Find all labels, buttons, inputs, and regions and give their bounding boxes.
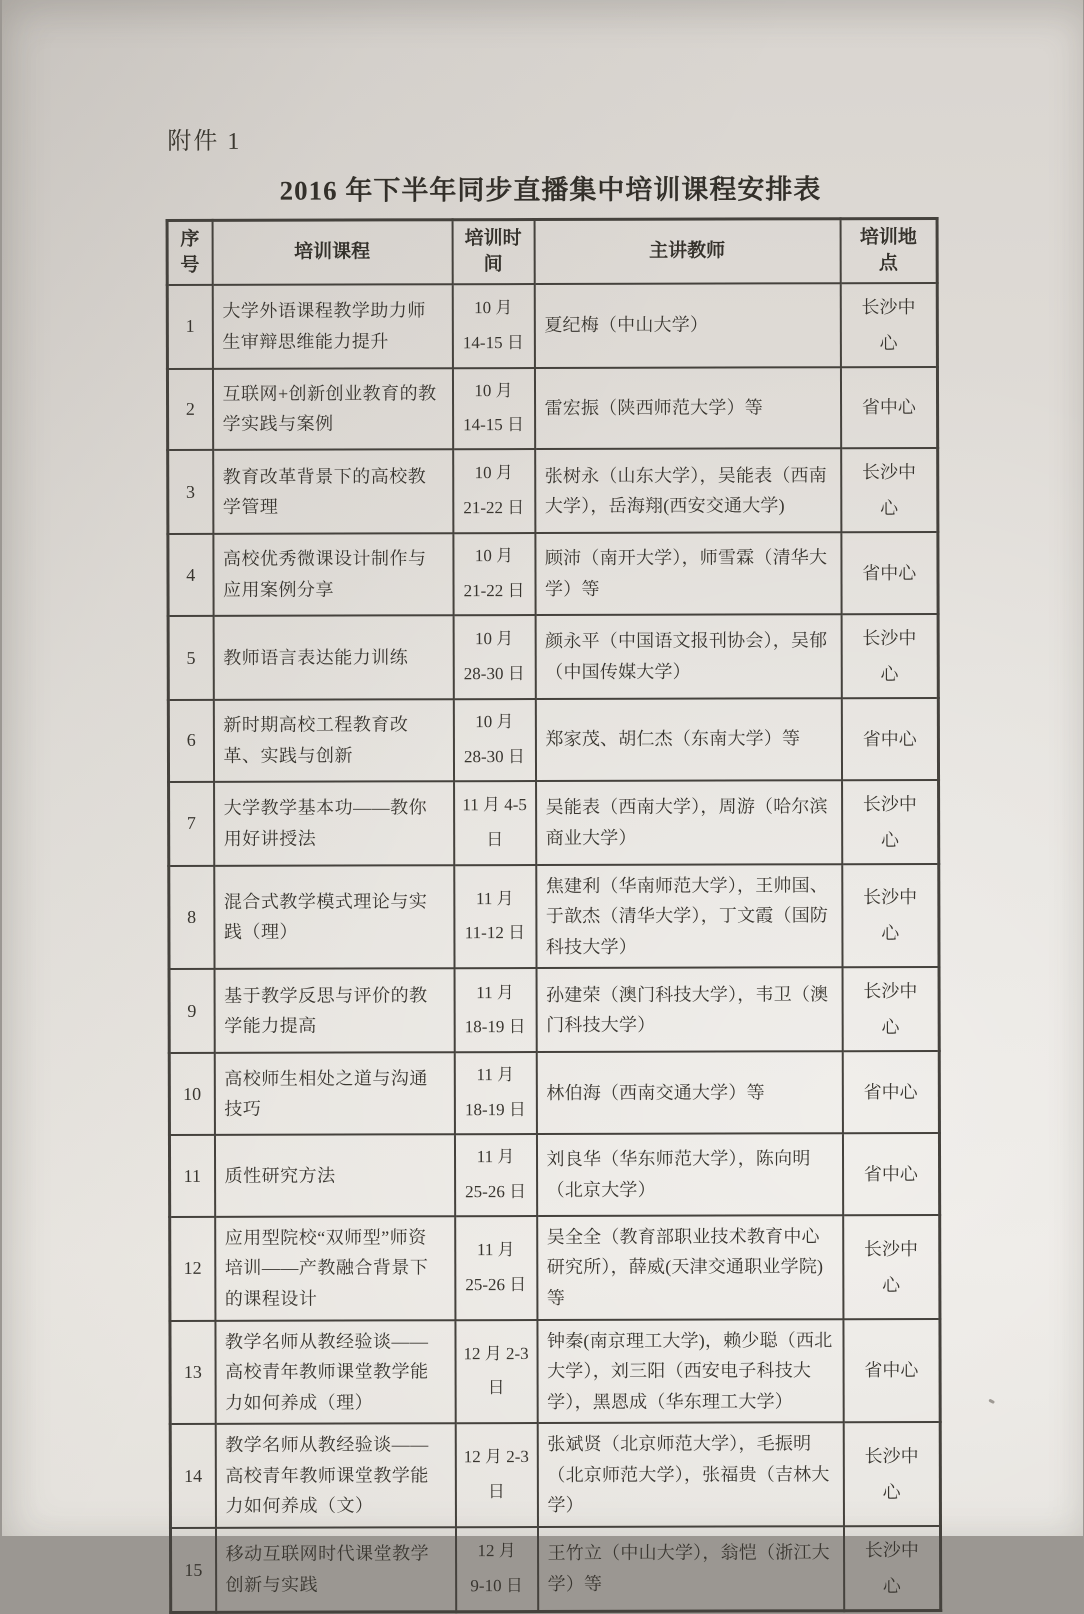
teacher-cell: 孙建荣（澳门科技大学），韦卫（澳门科技大学） bbox=[536, 968, 842, 1053]
location-cell: 长沙中 心 bbox=[842, 1215, 939, 1319]
course-cell: 互联网+创新创业教育的教学实践与案例 bbox=[212, 368, 452, 450]
header-location: 培训地 点 bbox=[840, 218, 937, 282]
row-number-cell: 5 bbox=[168, 616, 213, 700]
teacher-cell: 张树永（山东大学），吴能表（西南大学），岳海翔(西安交通大学) bbox=[534, 448, 840, 533]
course-cell: 质性研究方法 bbox=[214, 1134, 454, 1216]
course-cell: 混合式教学模式理论与实践（理） bbox=[213, 865, 453, 969]
location-cell: 长沙中 心 bbox=[842, 967, 939, 1051]
table-row bbox=[169, 1133, 939, 1217]
location-cell: 长沙中 心 bbox=[841, 780, 938, 864]
table-row bbox=[169, 1051, 939, 1135]
table-row bbox=[169, 1215, 939, 1321]
table-row bbox=[168, 780, 938, 866]
row-number-cell: 11 bbox=[169, 1135, 214, 1217]
course-cell: 高校优秀微课设计制作与应用案例分享 bbox=[212, 533, 452, 615]
table-row bbox=[167, 366, 937, 450]
paper-speck bbox=[988, 1399, 995, 1404]
time-cell: 10 月 14-15 日 bbox=[452, 284, 534, 368]
time-cell: 10 月 28-30 日 bbox=[453, 615, 535, 699]
row-number-cell: 6 bbox=[168, 700, 213, 782]
teacher-cell: 王竹立（中山大学），翁恺（浙江大学）等 bbox=[537, 1526, 843, 1611]
teacher-cell: 颜永平（中国语文报刊协会），吴郁（中国传媒大学） bbox=[535, 614, 841, 699]
location-cell: 省中心 bbox=[841, 698, 938, 780]
teacher-cell: 钟秦(南京理工大学)，赖少聪（西北大学），刘三阳（西安电子科技大学），黑恩成（华东理工大学） bbox=[536, 1319, 842, 1424]
teacher-cell: 夏纪梅（中山大学） bbox=[534, 283, 840, 368]
row-number-cell: 7 bbox=[168, 781, 213, 865]
table-row bbox=[167, 532, 937, 616]
row-number-cell: 4 bbox=[167, 534, 212, 616]
page-title: 2016 年下半年同步直播集中培训课程安排表 bbox=[279, 174, 821, 206]
course-cell: 应用型院校“双师型”师资培训——产教融合背景下的课程设计 bbox=[214, 1216, 454, 1320]
teacher-cell: 焦建利（华南师范大学），王帅国、于歆杰（清华大学），丁文霞（国防科技大学） bbox=[535, 864, 841, 969]
course-cell: 大学教学基本功——教你用好讲授法 bbox=[213, 781, 453, 866]
location-cell: 省中心 bbox=[840, 532, 937, 614]
row-number-cell: 12 bbox=[169, 1217, 214, 1321]
header-serial-number: 序 号 bbox=[167, 220, 212, 284]
row-number-cell: 8 bbox=[168, 865, 213, 969]
table-row bbox=[169, 1318, 939, 1424]
time-cell: 11 月 4-5 日 bbox=[453, 781, 535, 865]
time-cell: 12 月 2-3 日 bbox=[455, 1423, 537, 1527]
document-photo bbox=[2, 0, 1083, 1597]
time-cell: 11 月 18-19 日 bbox=[454, 968, 536, 1052]
table-row bbox=[170, 1422, 940, 1528]
header-course: 培训课程 bbox=[212, 220, 452, 285]
time-cell: 10 月 28-30 日 bbox=[453, 699, 535, 781]
time-cell: 10 月 21-22 日 bbox=[452, 533, 534, 615]
course-cell: 高校师生相处之道与沟通技巧 bbox=[214, 1053, 454, 1135]
time-cell: 11 月 11-12 日 bbox=[453, 865, 535, 969]
teacher-cell: 郑家茂、胡仁杰（东南大学）等 bbox=[535, 698, 841, 780]
row-number-cell: 14 bbox=[170, 1424, 215, 1528]
location-cell: 长沙中 心 bbox=[843, 1422, 940, 1526]
time-cell: 12 月 2-3 日 bbox=[454, 1320, 536, 1424]
table-row bbox=[167, 282, 937, 368]
time-cell: 11 月 18-19 日 bbox=[454, 1052, 536, 1134]
location-cell: 省中心 bbox=[842, 1318, 939, 1422]
time-cell: 10 月 14-15 日 bbox=[452, 368, 534, 450]
row-number-cell: 2 bbox=[167, 368, 212, 450]
course-cell: 移动互联网时代课堂教学创新与实践 bbox=[215, 1527, 455, 1612]
table-row bbox=[167, 448, 937, 534]
course-cell: 大学外语课程教学助力师生审辩思维能力提升 bbox=[212, 284, 452, 369]
table-row bbox=[170, 1526, 940, 1613]
table-row bbox=[168, 698, 938, 782]
teacher-cell: 吴能表（西南大学），周游（哈尔滨商业大学） bbox=[535, 780, 841, 865]
table-row bbox=[168, 614, 938, 700]
row-number-cell: 15 bbox=[170, 1528, 215, 1613]
course-cell: 基于教学反思与评价的教学能力提高 bbox=[214, 969, 454, 1054]
teacher-cell: 雷宏振（陕西师范大学）等 bbox=[534, 367, 840, 449]
time-cell: 12 月 9-10 日 bbox=[455, 1527, 537, 1612]
table-row bbox=[169, 967, 939, 1053]
location-cell: 长沙中 心 bbox=[840, 282, 937, 366]
row-number-cell: 10 bbox=[169, 1053, 214, 1135]
course-cell: 新时期高校工程教育改革、实践与创新 bbox=[213, 699, 453, 781]
teacher-cell: 吴全全（教育部职业技术教育中心研究所），薛威(天津交通职业学院)等 bbox=[536, 1215, 842, 1320]
course-cell: 教师语言表达能力训练 bbox=[213, 615, 453, 700]
row-number-cell: 9 bbox=[169, 969, 214, 1053]
training-schedule-table bbox=[165, 217, 942, 1614]
course-cell: 教育改革背景下的高校教学管理 bbox=[212, 449, 452, 534]
row-number-cell: 13 bbox=[169, 1320, 214, 1424]
location-cell: 长沙中 心 bbox=[840, 448, 937, 532]
teacher-cell: 林伯海（西南交通大学）等 bbox=[536, 1052, 842, 1134]
header-teacher: 主讲教师 bbox=[534, 219, 840, 284]
location-cell: 省中心 bbox=[842, 1133, 939, 1215]
time-cell: 10 月 21-22 日 bbox=[452, 449, 534, 533]
location-cell: 省中心 bbox=[840, 366, 937, 448]
location-cell: 长沙中 心 bbox=[843, 1526, 940, 1611]
teacher-cell: 刘良华（华东师范大学），陈向明（北京大学） bbox=[536, 1133, 842, 1215]
course-cell: 教学名师从教经验谈——高校青年教师课堂教学能力如何养成（理） bbox=[214, 1320, 454, 1424]
time-cell: 11 月 25-26 日 bbox=[454, 1216, 536, 1320]
header-time: 培训时 间 bbox=[452, 220, 534, 284]
table-header-row bbox=[167, 218, 937, 284]
location-cell: 长沙中 心 bbox=[841, 614, 938, 698]
course-cell: 教学名师从教经验谈——高校青年教师课堂教学能力如何养成（文） bbox=[215, 1424, 455, 1528]
teacher-cell: 顾沛（南开大学），师雪霖（清华大学）等 bbox=[534, 532, 840, 614]
time-cell: 11 月 25-26 日 bbox=[454, 1134, 536, 1216]
row-number-cell: 1 bbox=[167, 284, 212, 368]
location-cell: 长沙中 心 bbox=[841, 864, 938, 968]
location-cell: 省中心 bbox=[842, 1051, 939, 1133]
row-number-cell: 3 bbox=[167, 450, 212, 534]
attachment-label: 附件 1 bbox=[166, 128, 241, 155]
table-row bbox=[168, 864, 938, 970]
teacher-cell: 张斌贤（北京师范大学），毛振明（北京师范大学），张福贵（吉林大学） bbox=[537, 1422, 843, 1527]
